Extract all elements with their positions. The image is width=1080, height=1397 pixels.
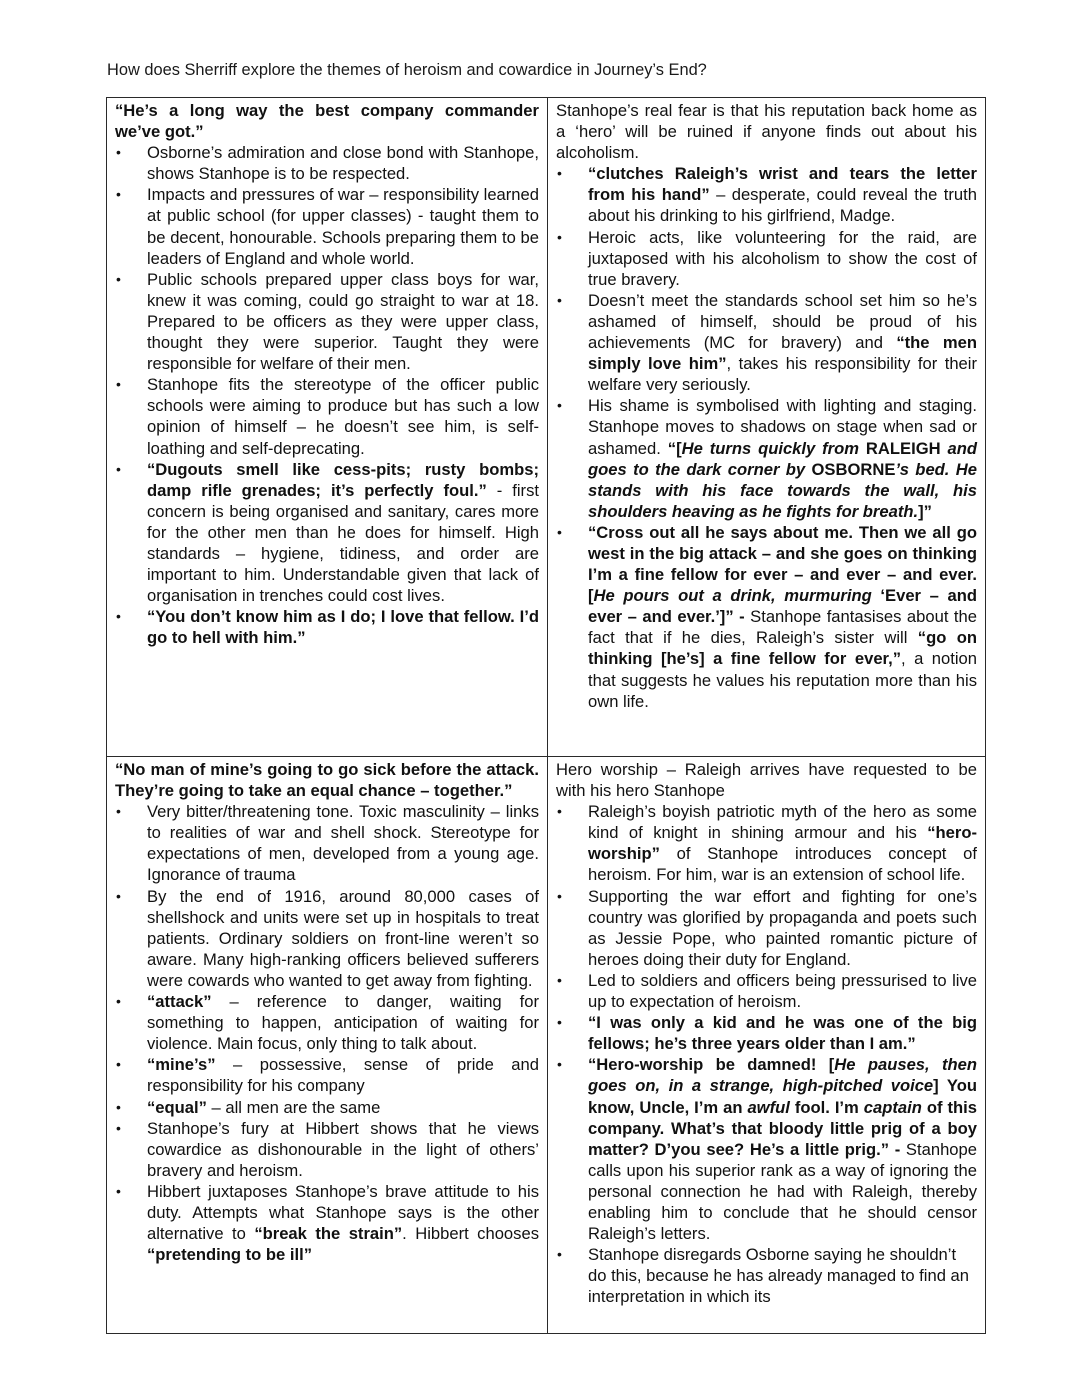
bullet-item xyxy=(556,227,977,290)
body-text: Public schools prepared upper class boys for war, knew it was coming, could go straight to war at 18. Prepared to be officers as they were upper class, thought they were superior. Taught they were responsible for welfare of their men. xyxy=(147,269,539,374)
bullet-item xyxy=(115,1054,539,1096)
bullet-item xyxy=(115,886,539,991)
bullet-icon: • xyxy=(116,887,121,904)
bullet-item xyxy=(115,142,539,184)
body-text: Supporting the war effort and fighting for one’s country was glorified by propaganda and poets such as Jessie Pope, who painted romantic picture of heroes doing their duty for England. xyxy=(588,886,977,969)
body-text: By the end of 1916, around 80,000 cases of shellshock and units were set up in hospitals to treat patients. Ordinary soldiers on front-line weren’t so aware. Many high-ranking officers believed sufferers were cowards who wanted to get away from fighting. xyxy=(147,886,539,990)
quote-text: ‘Ever – and ever – and ever.’]” - xyxy=(588,586,977,627)
body-text: Stanhope calls upon his superior rank as a way of ignoring the personal connection he had with Raleigh, thereby enabling him to conclude that he should censor Raleigh’s letters. xyxy=(588,1139,977,1244)
quote-text: OSBORNE xyxy=(811,459,896,479)
bullet-list xyxy=(556,801,977,1307)
bullet-icon: • xyxy=(557,291,562,308)
quote-text: “break the strain” xyxy=(254,1224,403,1244)
body-text: – desperate, could reveal the truth about his drinking to his girlfriend, Madge. xyxy=(588,185,977,226)
bullet-item xyxy=(556,163,977,226)
bullet-item xyxy=(556,886,977,970)
cell-lead-quote: “No man of mine’s going to go sick before the attack. They’re going to take an equal chance – together.” xyxy=(115,760,539,801)
bullet-icon: • xyxy=(557,803,562,820)
bullet-item xyxy=(115,801,539,885)
cell-lead-quote: “He’s a long way the best company commander we’ve got.” xyxy=(115,101,539,142)
body-text: Stanhope disregards Osborne saying he shouldn’t do this, because he has already managed to find an interpretation in which its xyxy=(588,1245,969,1307)
bullet-icon: • xyxy=(116,460,121,477)
cell-lead-text: Hero worship – Raleigh arrives have requested to be with his hero Stanhope xyxy=(556,760,977,801)
bullet-item xyxy=(115,1181,539,1265)
quote-text: ]” xyxy=(918,501,932,521)
bullet-icon: • xyxy=(557,523,562,540)
bullet-list xyxy=(115,801,539,1265)
quote-text: “mine’s” xyxy=(147,1055,216,1075)
bullet-icon: • xyxy=(557,228,562,245)
document-title: How does Sherriff explore the themes of heroism and cowardice in Journey’s End? xyxy=(107,61,707,79)
body-text: of Stanhope introduces concept of heroism. For him, war is an extension of school life. xyxy=(588,844,977,885)
quote-text: and goes to the dark corner by xyxy=(588,438,977,479)
bullet-icon: • xyxy=(116,1119,121,1136)
bullet-item xyxy=(556,395,977,522)
cell-lead-text: Stanhope’s real fear is that his reputation back home as a ‘hero’ will be ruined if anyone finds out about his alcoholism. xyxy=(556,101,977,163)
body-text: His shame is symbolised with lighting and staging. Stanhope moves to shadows on stage when sad or ashamed. xyxy=(588,396,977,458)
table-cell xyxy=(548,757,985,1333)
quote-text: “Cross out all he says about me. Then we all go west in the big attack – and she goes on thinking I’m a fine fellow for ever – and ever – and ever. [ xyxy=(588,522,977,606)
bullet-item xyxy=(556,970,977,1012)
body-text: . Hibbert chooses xyxy=(402,1224,539,1244)
body-text: Osborne’s admiration and close bond with Stanhope, shows Stanhope is to be respected. xyxy=(147,143,539,184)
body-text: – reference to danger, waiting for something to happen, anticipation of waiting for violence. Main focus, only thing to talk about. xyxy=(147,992,539,1054)
bullet-item xyxy=(115,184,539,268)
quote-text: awful xyxy=(747,1097,790,1117)
quote-text: “go on thinking [he’s] a fine fellow for ever,” xyxy=(588,628,978,669)
quote-text: “attack” xyxy=(147,992,212,1012)
bullet-item xyxy=(556,801,977,885)
body-text: Stanhope fantasises about the fact that if he dies, Raleigh’s sister will xyxy=(588,607,977,648)
bullet-icon: • xyxy=(557,887,562,904)
bullet-item xyxy=(556,290,977,395)
bullet-item xyxy=(115,1118,539,1181)
bullet-item xyxy=(556,522,977,712)
bullet-icon: • xyxy=(116,1056,121,1073)
quote-text: of this company. What’s that bloody little prig of a boy matter? D’you see? He’s a little prig.” - xyxy=(588,1097,977,1159)
bullet-icon: • xyxy=(116,608,121,625)
bullet-item xyxy=(115,374,539,458)
body-text: Hibbert juxtaposes Stanhope’s brave attitude to his duty. Attempts what Stanhope says is the other alternative to xyxy=(147,1181,539,1244)
analysis-table xyxy=(106,97,986,1334)
quote-text: “Hero-worship be damned! [ xyxy=(588,1055,835,1075)
quote-text: He turns quickly from xyxy=(681,438,866,458)
quote-text: fool. I’m xyxy=(789,1097,864,1117)
quote-text: “hero-worship” xyxy=(588,823,977,864)
bullet-icon: • xyxy=(116,1098,121,1115)
bullet-icon: • xyxy=(557,1056,562,1073)
body-text: Heroic acts, like volunteering for the raid, are juxtaposed with his alcoholism to show the cost of true bravery. xyxy=(588,227,977,289)
bullet-icon: • xyxy=(116,144,121,161)
bullet-item xyxy=(556,1054,977,1244)
quote-text: captain xyxy=(863,1097,922,1117)
bullet-item xyxy=(115,991,539,1054)
body-text: – possessive, sense of pride and responsibility for his company xyxy=(147,1055,539,1096)
bullet-item xyxy=(115,606,539,648)
body-text: Very bitter/threatening tone. Toxic masculinity – links to realities of war and shell shock. Stereotype for expectations of men, developed from a young age. Ignorance of trauma xyxy=(147,802,539,885)
bullet-item xyxy=(115,459,539,607)
bullet-icon: • xyxy=(116,1182,121,1199)
body-text: Raleigh’s boyish patriotic myth of the hero as some kind of knight in shining armour and his xyxy=(588,802,977,843)
bullet-list xyxy=(115,142,539,648)
quote-text: “pretending to be ill” xyxy=(147,1245,313,1265)
body-text: Impacts and pressures of war – responsibility learned at public school (for upper classes) - taught them to be decent, honourable. Schools preparing them to be leaders of England and whole world. xyxy=(147,185,539,268)
quote-text: ’s bed. He stands with his face towards the wall, his shoulders heaving as he fights for breath. xyxy=(588,459,977,521)
bullet-item xyxy=(115,269,539,374)
bullet-icon: • xyxy=(116,376,121,393)
bullet-item xyxy=(115,1097,539,1118)
quote-text: “the men simply love him” xyxy=(588,333,977,374)
body-text: Stanhope’s fury at Hibbert shows that he views cowardice as dishonourable in the light of others’ bravery and heroism. xyxy=(147,1118,539,1180)
body-text: Doesn’t meet the standards school set him so he’s ashamed of himself, should be proud of his achievements (MC for bravery) and xyxy=(588,290,977,353)
bullet-icon: • xyxy=(557,1246,562,1263)
body-text: , takes his responsibility for their welfare very seriously. xyxy=(588,354,977,395)
bullet-icon: • xyxy=(116,803,121,820)
bullet-item xyxy=(556,1244,977,1307)
bullet-item xyxy=(556,1012,977,1054)
bullet-icon: • xyxy=(557,971,562,988)
quote-text: “equal” xyxy=(147,1097,207,1117)
body-text: - first concern is being organised and sanitary, cares more for the other men than he does for himself. High standards – hygiene, tidiness, and order are important to him. Understandable given that lack of organisation in trenches could cost lives. xyxy=(147,480,539,606)
quote-text: “clutches Raleigh’s wrist and tears the letter from his hand” xyxy=(588,164,977,205)
body-text: Led to soldiers and officers being pressurised to live up to expectation of heroism. xyxy=(588,970,977,1012)
quote-text: “[ xyxy=(667,438,682,458)
quote-text: “I was only a kid and he was one of the big fellows; he’s three years older than I am.” xyxy=(588,1013,977,1054)
quote-text: He pours out a drink, murmuring xyxy=(593,586,872,606)
body-text: Stanhope fits the stereotype of the officer public schools were aiming to produce but has such a low opinion of himself – he doesn’t see him, is self-loathing and self-deprecating. xyxy=(147,375,539,458)
bullet-icon: • xyxy=(116,186,121,203)
body-text: – all men are the same xyxy=(206,1097,381,1117)
bullet-icon: • xyxy=(116,270,121,287)
bullet-list xyxy=(556,163,977,711)
bullet-icon: • xyxy=(557,1014,562,1031)
body-text: , a notion that suggests he values his reputation more than his own life. xyxy=(588,649,977,711)
bullet-icon: • xyxy=(557,397,562,414)
quote-text: “You don’t know him as I do; I love that fellow. I’d go to hell with him.” xyxy=(147,607,539,648)
quote-text: ] You know, Uncle, I’m an xyxy=(588,1076,977,1117)
bullet-icon: • xyxy=(557,165,562,182)
quote-text: RALEIGH xyxy=(865,438,941,458)
table-cell xyxy=(107,98,548,757)
table-cell xyxy=(548,98,985,757)
bullet-icon: • xyxy=(116,993,121,1010)
table-cell xyxy=(107,757,548,1333)
quote-text: He pauses, then goes on, in a strange, high-pitched voice xyxy=(588,1055,978,1096)
quote-text: “Dugouts smell like cess-pits; rusty bombs; damp rifle grenades; it’s perfectly foul.” xyxy=(147,459,539,500)
